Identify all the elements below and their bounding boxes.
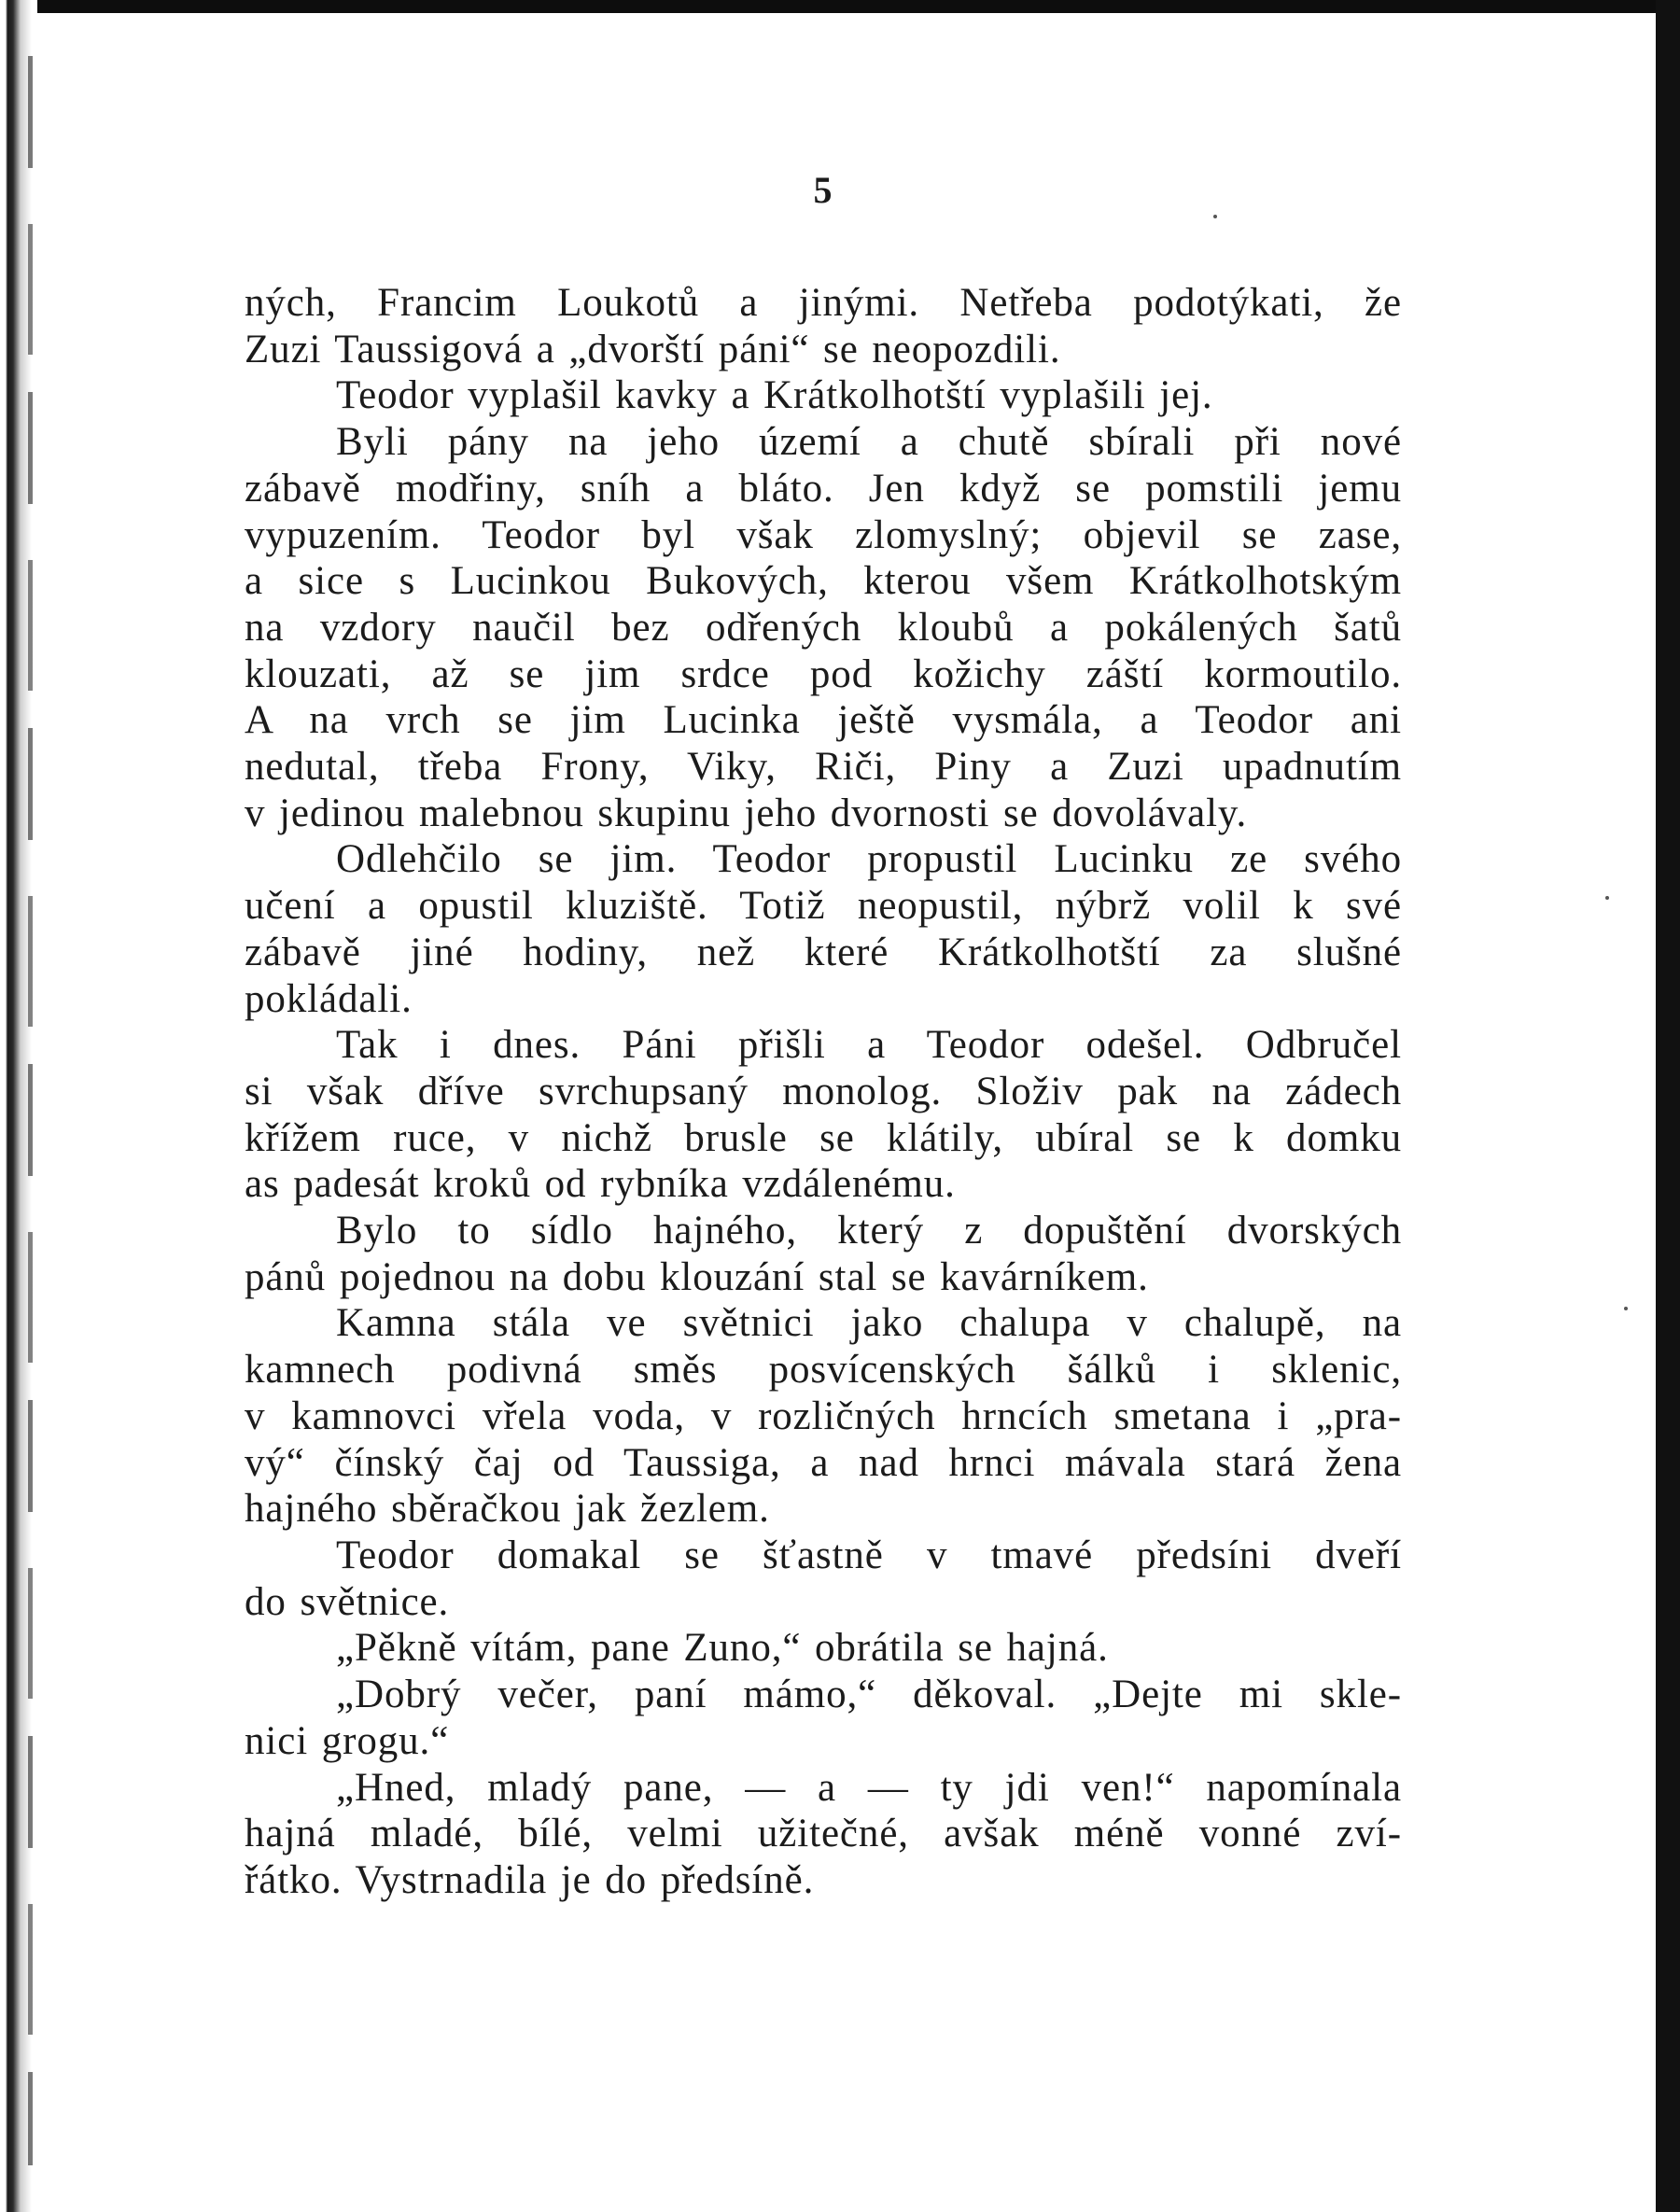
text-line: Kamna stála ve světnici jako chalupa v chalupě, na bbox=[336, 1301, 1402, 1346]
text-line: klouzati, až se jim srdce pod kožichy záští kormoutilo. bbox=[245, 651, 1402, 696]
text-line: hajného sběračkou jak žezlem. bbox=[245, 1487, 770, 1532]
scan-right-border bbox=[1656, 0, 1680, 2212]
text-line: Teodor domakal se šťastně v tmavé předsíni dveří bbox=[336, 1533, 1402, 1577]
text-line: vypuzením. Teodor byl však zlomyslný; objevil se zase, bbox=[245, 512, 1402, 557]
text-line: Bylo to sídlo hajného, který z dopuštění dvorských bbox=[336, 1209, 1402, 1253]
text-line: křížem ruce, v nichž brusle se klátily, ubíral se k domku bbox=[245, 1115, 1402, 1160]
text-line: hajná mladé, bílé, velmi užitečné, avšak méně vonné zví- bbox=[245, 1812, 1402, 1856]
paragraph bbox=[245, 1672, 1402, 1764]
text-line: si však dříve svrchupsaný monolog. Složiv pak na zádech bbox=[245, 1069, 1402, 1113]
text-line: nedutal, třeba Frony, Viky, Riči, Piny a Zuzi upadnutím bbox=[245, 745, 1402, 790]
dust-speck bbox=[1213, 215, 1217, 218]
text-line: řátko. Vystrnadila je do předsíně. bbox=[245, 1857, 815, 1902]
text-line: Zuzi Taussigová a „dvorští páni“ se neopozdili. bbox=[245, 327, 1061, 371]
scan-top-border bbox=[0, 0, 1680, 13]
text-line: do světnice. bbox=[245, 1579, 450, 1624]
text-line: učení a opustil kluziště. Totiž neopustil, nýbrž volil k své bbox=[245, 884, 1402, 929]
paragraph bbox=[245, 419, 1402, 836]
text-line: a sice s Lucinkou Bukových, kterou všem Krátkolhotským bbox=[245, 559, 1402, 604]
text-line: Tak i dnes. Páni přišli a Teodor odešel. Odbručel bbox=[336, 1023, 1402, 1068]
text-line: Teodor vyplašil kavky a Krátkolhotští vyplašili jej. bbox=[336, 373, 1213, 418]
text-line: pokládali. bbox=[245, 976, 413, 1021]
page-number: 5 bbox=[813, 169, 833, 211]
text-line: kamnech podivná směs posvícenských šálků i sklenic, bbox=[245, 1348, 1402, 1393]
paragraph bbox=[245, 1533, 1402, 1625]
text-line: A na vrch se jim Lucinka ještě vysmála, a Teodor ani bbox=[245, 698, 1402, 743]
text-line: pánů pojednou na dobu klouzání stal se kavárníkem. bbox=[245, 1254, 1149, 1299]
dust-speck bbox=[1605, 896, 1609, 900]
text-line: „Hned, mladý pane, — a — ty jdi ven!“ napomínala bbox=[336, 1765, 1402, 1810]
text-line: Odlehčilo se jim. Teodor propustil Lucinku ze svého bbox=[336, 837, 1402, 882]
text-line: as padesát kroků od rybníka vzdálenému. bbox=[245, 1162, 956, 1207]
paragraph bbox=[245, 280, 1402, 372]
text-line: zábavě jiné hodiny, než které Krátkolhotští za slušné bbox=[245, 930, 1402, 974]
paragraph bbox=[245, 1300, 1402, 1533]
paragraph bbox=[245, 836, 1402, 1022]
binding-shadow bbox=[28, 56, 33, 2165]
paragraph bbox=[245, 1022, 1402, 1208]
text-line: „Dobrý večer, paní mámo,“ děkoval. „Dejte mi skle- bbox=[336, 1673, 1402, 1717]
paragraph bbox=[245, 372, 1402, 419]
text-line: na vzdory naučil bez odřených kloubů a pokálených šatů bbox=[245, 605, 1402, 650]
text-line: zábavě modřiny, sníh a bláto. Jen když se pomstili jemu bbox=[245, 466, 1402, 511]
paragraph bbox=[245, 1208, 1402, 1300]
text-line: nici grogu.“ bbox=[245, 1718, 450, 1763]
text-line: ných, Francim Loukotů a jinými. Netřeba podotýkati, že bbox=[245, 281, 1402, 325]
dust-speck bbox=[1624, 1307, 1628, 1310]
text-line: Byli pány na jeho území a chutě sbírali při nové bbox=[336, 420, 1402, 465]
text-line: vý“ čínský čaj od Taussiga, a nad hrnci mávala stará žena bbox=[245, 1440, 1402, 1485]
paragraph bbox=[245, 1625, 1402, 1672]
body-text bbox=[245, 280, 1402, 1904]
text-line: „Pěkně vítám, pane Zuno,“ obrátila se hajná. bbox=[336, 1626, 1109, 1671]
text-line: v jedinou malebnou skupinu jeho dvornosti se dovolávaly. bbox=[245, 791, 1248, 835]
paragraph bbox=[245, 1765, 1402, 1904]
text-line: v kamnovci vřela voda, v rozličných hrncích smetana i „pra- bbox=[245, 1393, 1402, 1438]
